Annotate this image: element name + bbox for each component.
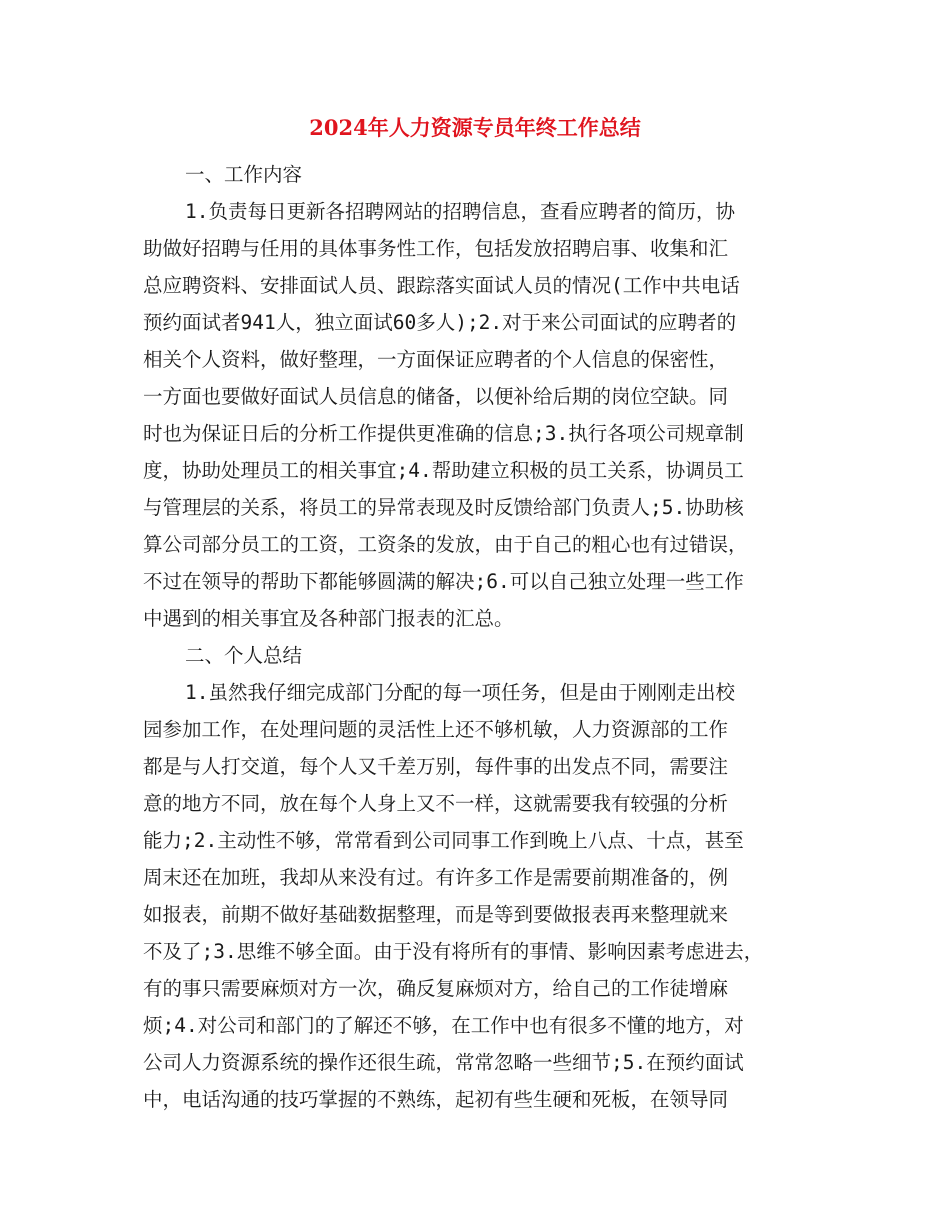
paragraph-line: 周末还在加班，我却从来没有过。有许多工作是需要前期准备的，例	[143, 866, 729, 889]
paragraph-line: 能力;2.主动性不够，常常看到公司同事工作到晚上八点、十点，甚至	[143, 829, 744, 852]
paragraph-line: 1.负责每日更新各招聘网站的招聘信息，查看应聘者的简历，协	[185, 200, 735, 223]
paragraph-line: 总应聘资料、安排面试人员、跟踪落实面试人员的情况(工作中共电话	[143, 274, 740, 297]
paragraph-line: 与管理层的关系，将员工的异常表现及时反馈给部门负责人;5.协助核	[143, 496, 744, 519]
paragraph-line: 园参加工作，在处理问题的灵活性上还不够机敏，人力资源部的工作	[143, 718, 729, 741]
paragraph-line: 意的地方不同，放在每个人身上又不一样，这就需要我有较强的分析	[143, 792, 729, 815]
paragraph-line: 都是与人打交道，每个人又千差万别，每件事的出发点不同，需要注	[143, 755, 729, 778]
section-heading-personal-summary: 二、个人总结	[185, 644, 303, 667]
paragraph-line: 如报表，前期不做好基础数据整理，而是等到要做报表再来整理就来	[143, 903, 729, 926]
paragraph-line: 不过在领导的帮助下都能够圆满的解决;6.可以自己独立处理一些工作	[143, 570, 744, 593]
paragraph-line: 中遇到的相关事宜及各种部门报表的汇总。	[143, 607, 514, 630]
document-title: 2024年人力资源专员年终工作总结	[309, 115, 641, 140]
paragraph-line: 一方面也要做好面试人员信息的储备，以便补给后期的岗位空缺。同	[143, 385, 729, 408]
paragraph-line: 烦;4.对公司和部门的了解还不够，在工作中也有很多不懂的地方，对	[143, 1014, 744, 1037]
paragraph-line: 助做好招聘与任用的具体事务性工作，包括发放招聘启事、收集和汇	[143, 237, 729, 260]
paragraph-line: 时也为保证日后的分析工作提供更准确的信息;3.执行各项公司规章制	[143, 422, 744, 445]
paragraph-line: 中，电话沟通的技巧掌握的不熟练，起初有些生硬和死板，在领导同	[143, 1088, 729, 1111]
section-heading-work-content: 一、工作内容	[185, 163, 303, 186]
paragraph-line: 度，协助处理员工的相关事宜;4.帮助建立积极的员工关系，协调员工	[143, 459, 744, 482]
paragraph-line: 有的事只需要麻烦对方一次，确反复麻烦对方，给自己的工作徒增麻	[143, 977, 729, 1000]
paragraph-line: 公司人力资源系统的操作还很生疏，常常忽略一些细节;5.在预约面试	[143, 1051, 744, 1074]
paragraph-line: 不及了;3.思维不够全面。由于没有将所有的事情、影响因素考虑进去，	[143, 940, 764, 963]
paragraph-line: 预约面试者941人，独立面试60多人);2.对于来公司面试的应聘者的	[143, 311, 737, 334]
paragraph-line: 1.虽然我仔细完成部门分配的每一项任务，但是由于刚刚走出校	[185, 681, 735, 704]
paragraph-line: 算公司部分员工的工资，工资条的发放，由于自己的粗心也有过错误，	[143, 533, 748, 556]
paragraph-line: 相关个人资料，做好整理，一方面保证应聘者的个人信息的保密性，	[143, 348, 729, 371]
